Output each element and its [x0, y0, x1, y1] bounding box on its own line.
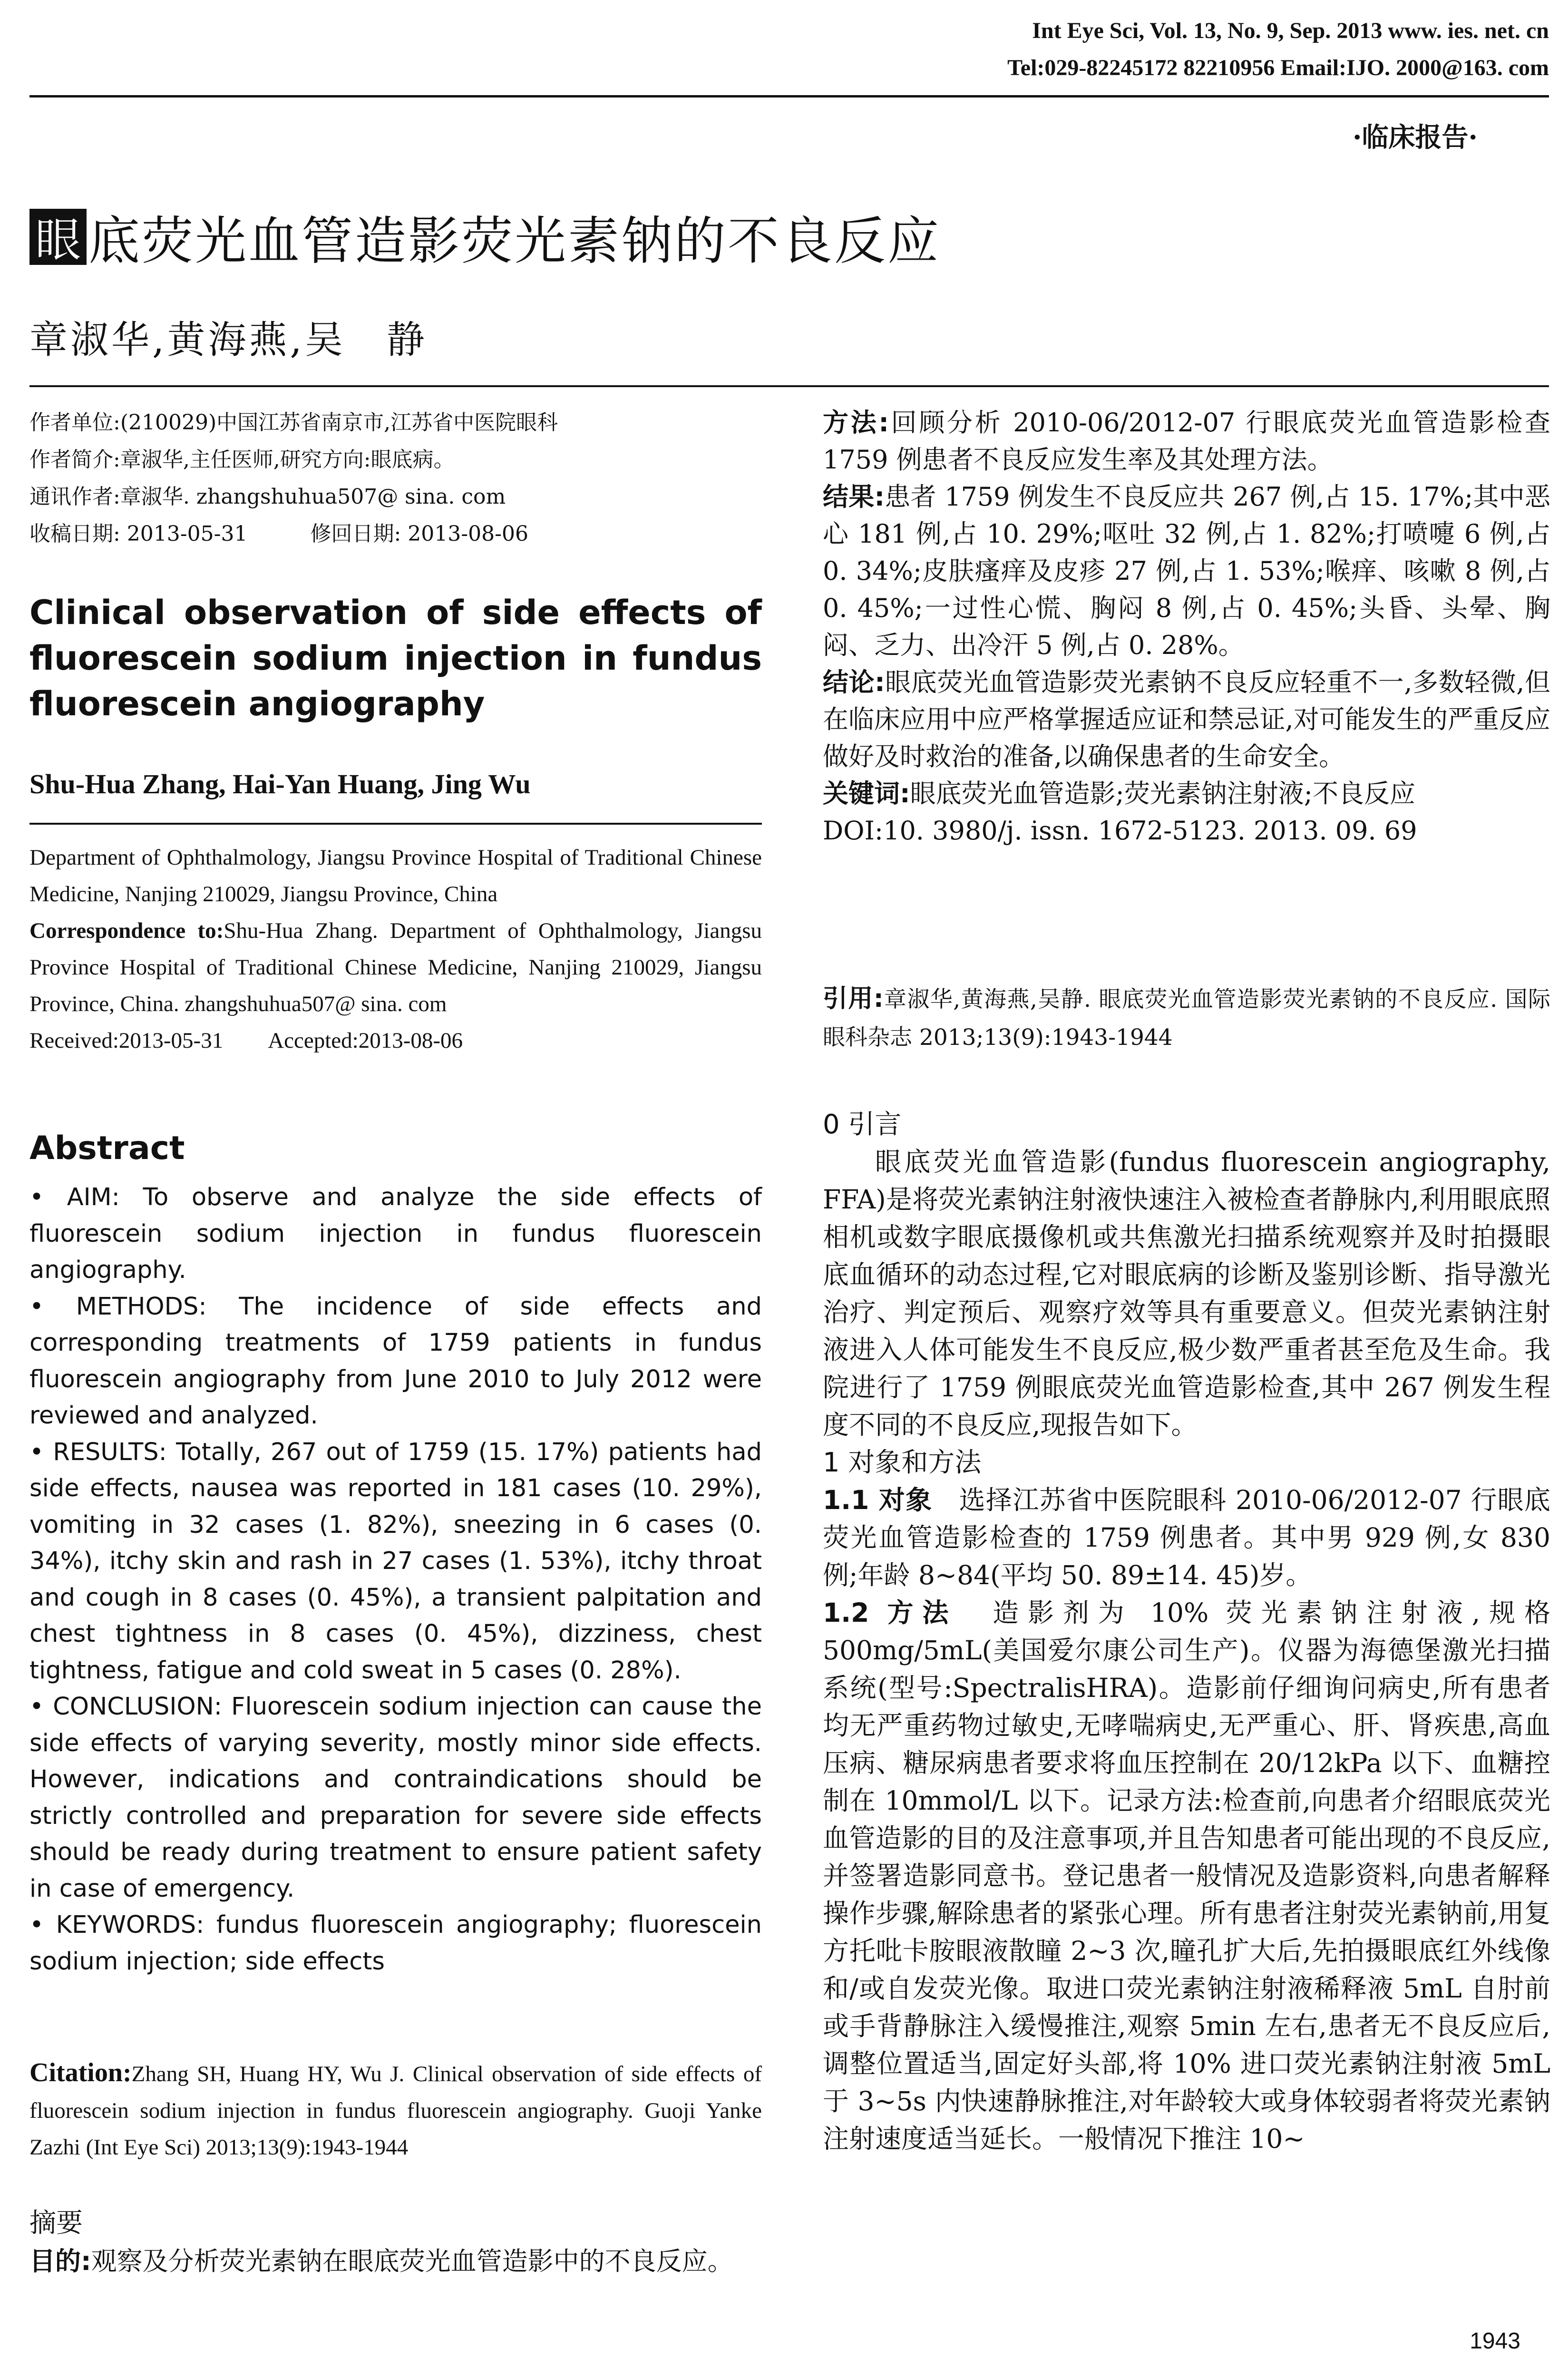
abstract-keywords: • KEYWORDS: fundus fluorescein angiography; fluorescein sodium injection; side effects: [29, 1911, 762, 1976]
department: Department of Ophthalmology, Jiangsu Province Hospital of Traditional Chinese Medicine, Nanjing 210029, Jiangsu Province, China: [29, 845, 762, 906]
correspondence: [29, 913, 762, 1023]
section-1-2-label: 1.2 方法: [823, 1598, 958, 1628]
section-1-1-text: 选择江苏省中医院眼科 2010-06/2012-07 行眼底荧光血管造影检查的 1759 例患者。其中男 929 例,女 830 例;年龄 8~84(平均 50. 89±14. 45)岁。: [823, 1485, 1550, 1590]
contact-info: Tel:029-82245172 82210956 Email:IJO. 2000@163. com: [1007, 55, 1549, 80]
section-0-heading: 0 引言: [823, 1109, 902, 1140]
english-affiliation: [29, 839, 762, 1059]
cn-conclusion-label: 结论:: [823, 667, 885, 697]
author-unit: 作者单位:(210029)中国江苏省南京市,江苏省中医院眼科: [29, 410, 558, 435]
page-number: 1943: [1470, 2328, 1520, 2354]
cn-methods: [823, 404, 1550, 478]
authors-cn: 章淑华,黄海燕,吴 静: [29, 318, 428, 362]
cn-conclusion-text: 眼底荧光血管造影荧光素钠不良反应轻重不一,多数轻微,但在临床应用中应严格掌握适应证和禁忌证,对可能发生的严重反应做好及时救治的准备,以确保患者的生命安全。: [823, 667, 1550, 771]
zhaiyao-aim-label: 目的:: [29, 2246, 91, 2276]
author-intro: 作者简介:章淑华,主任医师,研究方向:眼底病。: [29, 448, 455, 472]
english-authors: Shu-Hua Zhang, Hai-Yan Huang, Jing Wu: [29, 769, 531, 799]
zhaiyao-aim-text: 观察及分析荧光素钠在眼底荧光血管造影中的不良反应。: [91, 2246, 733, 2276]
journal-info: Int Eye Sci, Vol. 13, No. 9, Sep. 2013 www. ies. net. cn: [1032, 18, 1549, 43]
section-1-heading: 1 对象和方法: [823, 1447, 982, 1478]
cn-citation-text: 章淑华,黄海燕,吴静. 眼底荧光血管造影荧光素钠的不良反应. 国际眼科杂志 2013;13(9):1943-1944: [823, 986, 1551, 1051]
intro-paragraph: 眼底荧光血管造影(fundus fluorescein angiography, FFA)是将荧光素钠注射液快速注入被检查者静脉内,利用眼底照相机或数字眼底摄像机或共焦激光扫描系统观察并及时拍摄眼底血循环的动态过程,它对眼底病的诊断及鉴别诊断、指导激光治疗、判定预后、观察疗效等具有重要意义。但荧光素钠注射液进入人体可能发生不良反应,极少数严重者甚至危及生命。我院进行了 1759 例眼底荧光血管造影检查,其中 267 例发生程度不同的不良反应,现报告如下。: [823, 1147, 1550, 1440]
article-title: [29, 200, 941, 273]
title-text: 底荧光血管造影荧光素钠的不良反应: [88, 212, 941, 271]
title-rule: [29, 385, 1549, 387]
correspondence-text: Shu-Hua Zhang. Department of Ophthalmology, Jiangsu Province Hospital of Traditional Chinese Medicine, Nanjing 210029, Jiangsu Province, China. zhangshuhua507@ sina. com: [29, 918, 762, 1016]
section-1-1: [823, 1481, 1550, 1594]
section-1-2-text: 造影剂为 10% 荧光素钠注射液,规格 500mg/5mL(美国爱尔康公司生产)。仪器为海德堡激光扫描系统(型号:SpectralisHRA)。造影前仔细询问病史,所有患者均无严重药物过敏史,无哮喘病史,无严重心、肝、肾疾患,高血压病、糖尿病患者要求将血压控制在 20/12kPa 以下、血糖控制在 10mmol/L 以下。记录方法:检查前,向患者介绍眼底荧光血管造影的目的及注意事项,并且告知患者可能出现的不良反应,并签署造影同意书。登记患者一般情况及造影资料,向患者解释操作步骤,解除患者的紧张心理。所有患者注射荧光素钠前,用复方托吡卡胺眼液散瞳 2~3 次,瞳孔扩大后,先拍摄眼底红外线像和/或自发荧光像。取进口荧光素钠注射液稀释液 5mL 自肘前或手背静脉注入缓慢推注,观察 5min 左右,患者无不良反应后,调整位置适当,固定好头部,将 10% 进口荧光素钠注射液 5mL 于 3~5s 内快速静脉推注,对年龄较大或身体较弱者将荧光素钠注射速度适当延长。一般情况下推注 10~: [823, 1598, 1550, 2154]
affiliation-block: [29, 404, 762, 553]
cn-methods-text: 回顾分析 2010-06/2012-07 行眼底荧光血管造影检查 1759 例患者不良反应发生率及其处理方法。: [823, 408, 1550, 475]
cn-citation: [823, 980, 1550, 1057]
section-tag: ·临床报告·: [1353, 122, 1478, 153]
citation-text: Zhang SH, Huang HY, Wu J. Clinical observation of side effects of fluorescein sodium injection in fundus fluorescein angiography. Guoji Yanke Zazhi (Int Eye Sci) 2013;13(9):1943-1944: [29, 2062, 762, 2160]
section-1-1-label: 1.1 对象: [823, 1485, 933, 1515]
header-rule: [29, 95, 1549, 97]
cn-abstract-continued: [823, 404, 1550, 849]
zhaiyao-aim: [29, 2242, 762, 2280]
section-1-2: [823, 1594, 1550, 2158]
cn-results-label: 结果:: [823, 482, 885, 512]
abstract-results: • RESULTS: Totally, 267 out of 1759 (15. 17%) patients had side effects, nausea was reported in 181 cases (10. 29%), vomiting in 32 cases (1. 82%), sneezing in 6 cases (0. 34%), itchy skin and rash in 27 cases (1. 53%), itchy throat and cough in 8 cases (0. 45%), a transient palpitation and chest tightness in 8 cases (0. 45%), dizziness, chest tightness, fatigue and cold sweat in 5 cases (0. 28%).: [29, 1438, 762, 1685]
zhaiyao-heading: 摘要: [29, 2208, 83, 2239]
abstract-heading: Abstract: [29, 1130, 185, 1167]
english-title: Clinical observation of side effects of fluorescein sodium injection in fundus fluorescein angiography: [29, 593, 762, 723]
cn-keywords-label: 关键词:: [823, 779, 910, 809]
abstract-conclusion: • CONCLUSION: Fluorescein sodium injection can cause the side effects of varying severity, mostly minor side effects. However, indications and contraindications should be strictly controlled and preparation for severe side effects should be ready during treatment to ensure patient safety in case of emergency.: [29, 1693, 762, 1903]
correspondence-label: Correspondence to:: [29, 918, 224, 943]
abstract-aim: • AIM: To observe and analyze the side effects of fluorescein sodium injection in fundus fluorescein angiography.: [29, 1183, 762, 1284]
corresponding-author: 通讯作者:章淑华. zhangshuhua507@ sina. com: [29, 485, 506, 509]
citation-block: [29, 2055, 762, 2166]
cn-conclusion: [823, 664, 1550, 775]
doi: DOI:10. 3980/j. issn. 1672-5123. 2013. 09. 69: [823, 816, 1417, 846]
main-body: [823, 1106, 1550, 2158]
cn-keywords-text: 眼底荧光血管造影;荧光素钠注射液;不良反应: [910, 779, 1415, 809]
english-rule: [29, 823, 762, 825]
title-initial: 眼: [29, 209, 87, 265]
received-accepted: Received:2013-05-31 Accepted:2013-08-06: [29, 1028, 463, 1053]
cn-results: [823, 478, 1550, 664]
abstract-body: [29, 1179, 762, 1980]
cn-keywords: [823, 775, 1550, 812]
citation-label: Citation:: [29, 2058, 132, 2087]
cn-citation-label: 引用:: [823, 984, 884, 1013]
dates: 收稿日期: 2013-05-31 修回日期: 2013-08-06: [29, 522, 528, 546]
cn-results-text: 患者 1759 例发生不良反应共 267 例,占 15. 17%;其中恶心 181 例,占 10. 29%;呕吐 32 例,占 1. 82%;打喷嚏 6 例,占 0. 34%;皮肤瘙痒及皮疹 27 例,占 1. 53%;喉痒、咳嗽 8 例,占 0. 45%;一过性心慌、胸闷 8 例,占 0. 45%;头昏、头晕、胸闷、乏力、出冷汗 5 例,占 0. 28%。: [823, 482, 1550, 660]
cn-methods-label: 方法:: [823, 408, 889, 438]
abstract-methods: • METHODS: The incidence of side effects and corresponding treatments of 1759 patients in fundus fluorescein angiography from June 2010 to July 2012 were reviewed and analyzed.: [29, 1292, 762, 1430]
